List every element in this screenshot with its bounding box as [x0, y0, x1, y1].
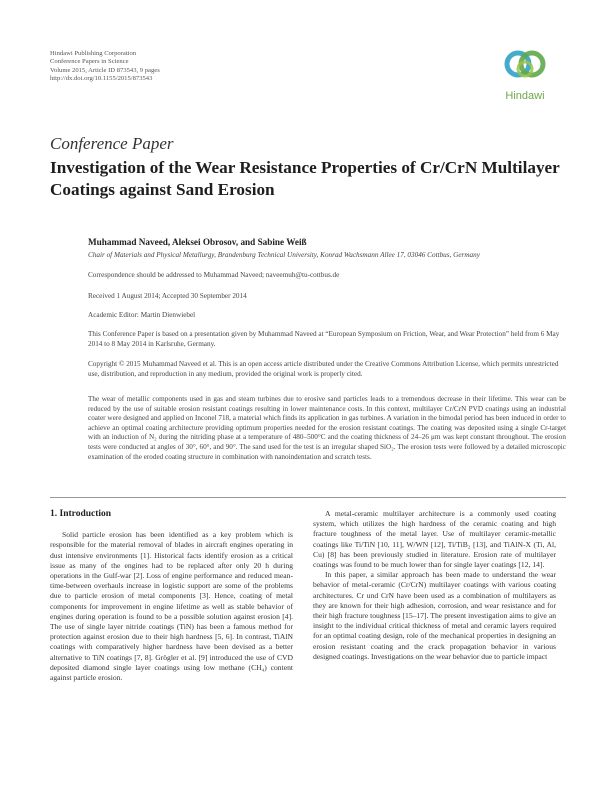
paper-type-label: Conference Paper [50, 134, 174, 153]
author-list: Muhammad Naveed, Aleksei Obrosov, and Sabine Weiß [88, 237, 307, 247]
body-paragraph: A metal-ceramic multilayer architecture is a commonly used coating system, which utilizes the high hardness of the ceramic coating and high fracture toughness of the metal layer. Use of multilayer ceramic-metallic coatings like Ti/TiN [10, 11], W/WN [12], Ti/TiB₂ [13], and TiAlN-X (Ti, Al, Cu) [8] has been previously studied in literature. Erosion rate of multilayer coatings was found to be much lower than for single layer coatings [12, 14]. [313, 509, 556, 570]
affiliation: Chair of Materials and Physical Metallurgy, Brandenburg Technical University, Konrad Wachsmann Allee 17, 03046 Cottbus, Germany [88, 251, 480, 259]
hindawi-logo-text: Hindawi [505, 90, 545, 102]
publisher-line: Hindawi Publishing Corporation [50, 50, 137, 57]
correspondence: Correspondence should be addressed to Muhammad Naveed; naveemuh@tu-cottbus.de [88, 271, 340, 279]
journal-line: Conference Papers in Science [50, 58, 129, 66]
volume-line: Volume 2015, Article ID 873543, 9 pages [50, 66, 160, 74]
abstract: The wear of metallic components used in gas and steam turbines due to erosive sand particles leads to a tremendous decrease in their lifetime. This wear can be reduced by the use of suitable erosion resistant coatings resulting in lower maintenance costs. In this context, multilayer Cr/CrN PVD coatings using an industrial coater were designed and applied on Inconel 718, a material which finds its application in gas turbines. A variation in the bimodal period has been induced in order to achieve an optimal coating architecture providing optimum properties needed for the erosion resistant coatings. The coating was deposited using a single Cr-target with an induction of N₂ during the nitriding phase at a temperature of 480–500°C and the coating thickness of 24–26 μm was kept constant throughout. The erosion tests were conducted at angles of 30°, 60°, and 90°. The sand used for the test is an irregular shaped SiO₂. The erosion tests were followed by a detailed microscopic examination of the eroded coating structure in combination with nanoindentation and scratch tests. [88, 395, 566, 461]
copyright-notice: Copyright © 2015 Muhammad Naveed et al. This is an open access article distributed under the Creative Commons Attribution License, which permits unrestricted use, distribution, and reproduction in any medium, provided the original work is properly cited. [88, 360, 559, 378]
section-divider [50, 497, 566, 498]
paper-title: Investigation of the Wear Resistance Properties of Cr/CrN Multilayer Coatings against Sand Erosion [50, 158, 560, 199]
journal-header [50, 50, 160, 84]
received-accepted-dates: Received 1 August 2014; Accepted 30 September 2014 [88, 292, 247, 300]
right-column [313, 509, 556, 662]
body-paragraph: In this paper, a similar approach has been made to understand the wear behavior of metal-ceramic (Cr/CrN) multilayer coatings with various coating architectures. Cr und CrN have been used as a combination of multilayers as they are known for their high adhesion, corrosion, and wear resistance and for their high fracture toughness [15–17]. The present investigation aims to give an insight to the individual critical thickness of metal and ceramic layers required for an optimal coating design, role of the mechanical properties in designing an erosion resistant coating and the crack propagation behavior in various designed coatings. Investigations on the wear behavior due to particle impact [313, 570, 556, 661]
left-column [50, 509, 293, 683]
body-paragraph: Solid particle erosion has been identified as a key problem which is responsible for the material removal of blades in aircraft engines operating in dust intensive environments [1]. Historical facts identify erosion as a critical issue as many of the engines had to be replaced after only 20 h during operations in the Gulf-war [2]. Loss of engine performance and reduced mean-time-between overhauls increase in logistic support are some of the problems due to particle erosion of metal components [3]. Hence, coating of metal components for improvement in engine lifetime as well as stable behavior of engines during operation is found to be a possible solution against erosion [4]. The use of single layer nitride coatings (TiN) has been a famous method for protection against erosion due to their high hardness [5, 6]. In contrast, TiAlN coatings with comparatively higher hardness have been devised as a better alternative to TiN coatings [7, 8]. Grögler et al. [9] introduced the use of CVD deposited diamond single layer coatings using low methane (CH₄) content against particle erosion. [50, 530, 293, 683]
hindawi-logo-icon [496, 44, 554, 90]
academic-editor: Academic Editor: Martin Dienwiebel [88, 311, 196, 319]
hindawi-logo [496, 44, 554, 106]
conference-note: This Conference Paper is based on a presentation given by Muhammad Naveed at “European Symposium on Friction, Wear, and Wear Protection” held from 6 May 2014 to 8 May 2014 in Karlsruhe, Germany. [88, 330, 560, 348]
doi-link[interactable]: http://dx.doi.org/10.1155/2015/873543 [50, 75, 153, 83]
section-heading: 1. Introduction [50, 509, 112, 519]
